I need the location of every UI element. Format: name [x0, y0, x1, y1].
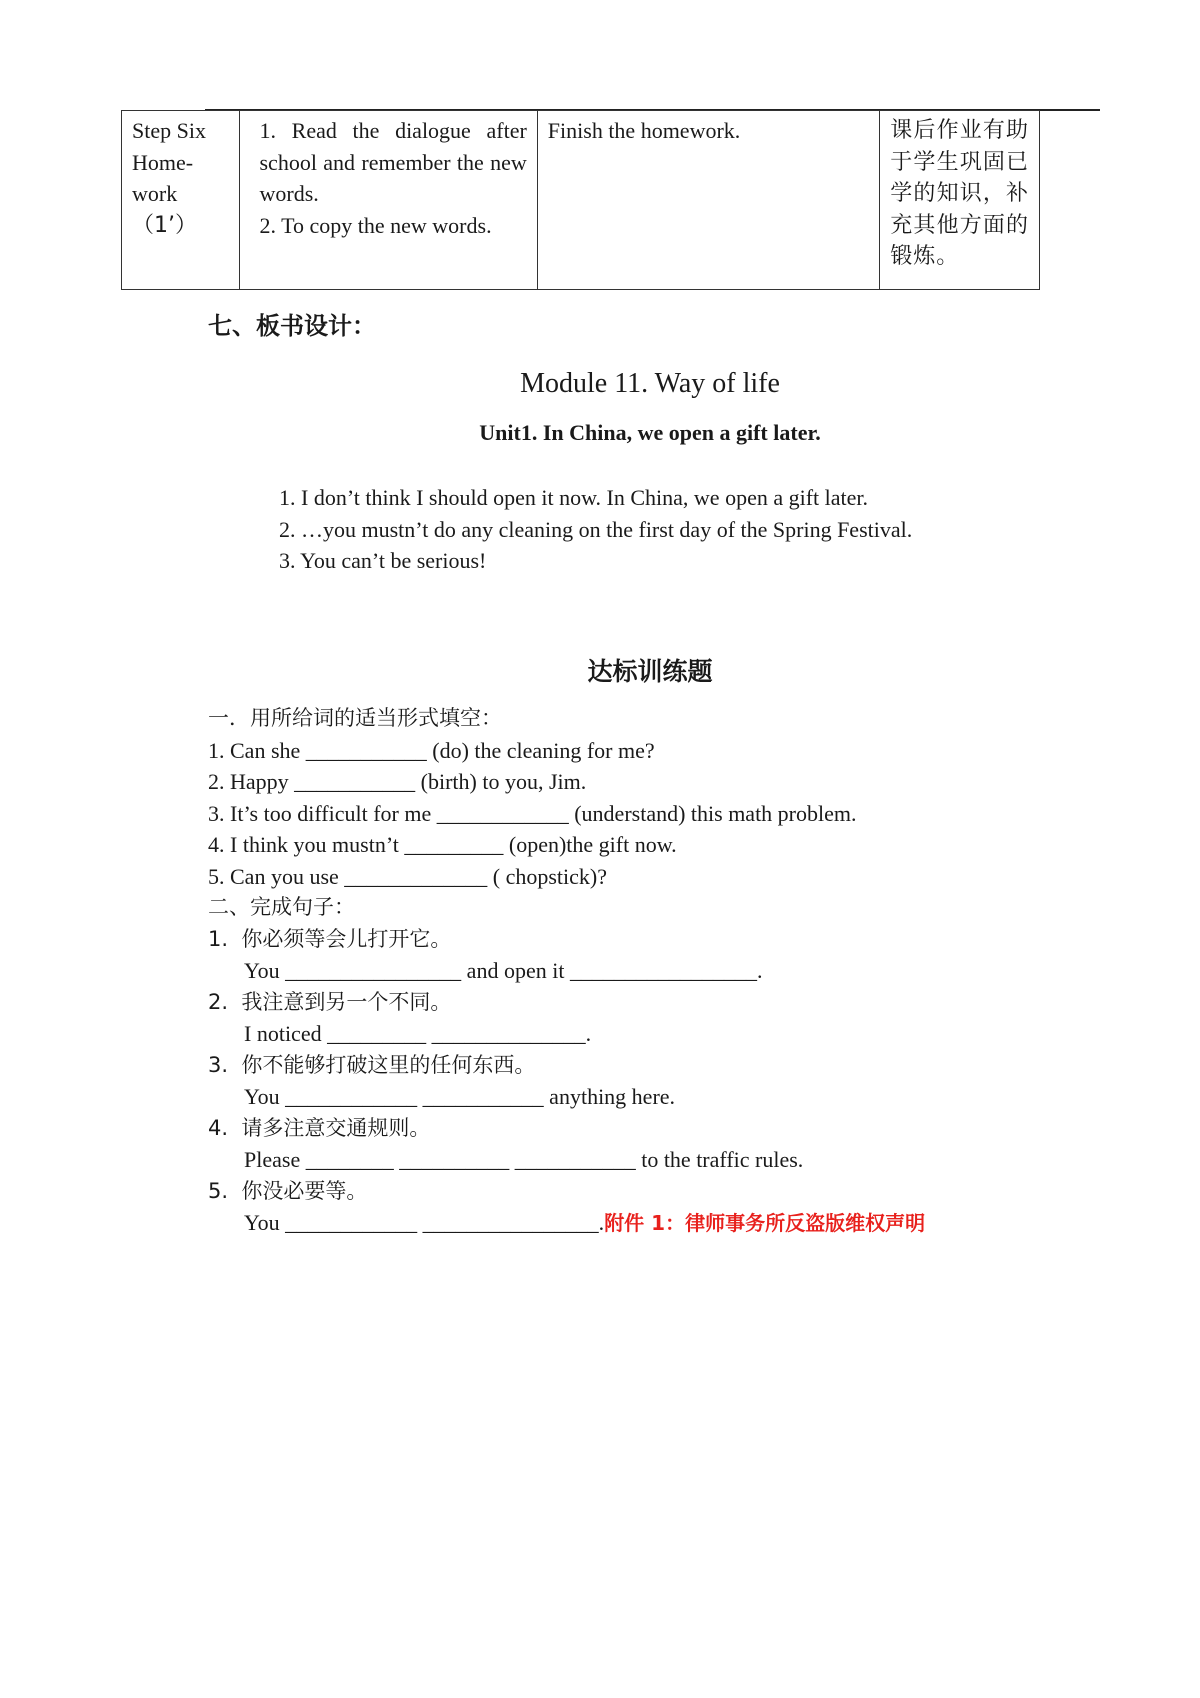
- exercise-title: 达标训练题: [587, 657, 713, 686]
- purpose-cell: 课后作业有助于学生巩固已学的知识，补充其他方面的锻炼。: [880, 111, 1040, 290]
- list-item: 2. Happy ___________ (birth) to you, Jim.: [208, 769, 587, 794]
- activities-cell: [239, 111, 537, 290]
- list-item: 3. It’s too difficult for me ____________ (understand) this math problem.: [208, 800, 857, 826]
- step-line: Step Six: [132, 118, 206, 143]
- list-item-cn: 5. 你没必要等。: [208, 1178, 368, 1203]
- step-line: Home-: [132, 149, 194, 175]
- student-activity-cell: Finish the homework.: [537, 111, 879, 290]
- activity-item: 2. To copy the new words.: [259, 212, 492, 238]
- list-item-en: Please ________ __________ ___________ to the traffic rules.: [244, 1147, 804, 1172]
- exercise-section: [208, 703, 1108, 1239]
- board-title: Module 11. Way of life: [520, 368, 780, 399]
- list-item: 1. I don’t think I should open it now. In China, we open a gift later.: [279, 485, 869, 510]
- list-item-en: I noticed _________ ______________.: [244, 1021, 592, 1046]
- board-design-heading: 七、板书设计：: [208, 312, 376, 340]
- list-item-cn: 4. 请多注意交通规则。: [208, 1115, 431, 1140]
- notice-text: 附件 1：律师事务所反盗版维权声明: [604, 1211, 926, 1235]
- step-cell: [122, 111, 240, 290]
- list-item: 3. You can’t be serious!: [279, 548, 487, 573]
- list-item: 4. I think you mustn’t _________ (open)the gift now.: [208, 832, 677, 857]
- table-row: [122, 111, 1040, 290]
- step-line: work: [132, 181, 178, 206]
- activity-item: 1. Read the dialogue after school and remember the new words.: [259, 118, 527, 206]
- list-item-en: You ____________ ___________ anything here.: [244, 1084, 676, 1109]
- list-item: 1. Can she ___________ (do) the cleaning for me?: [208, 737, 655, 763]
- list-item-cn: 2. 我注意到另一个不同。: [208, 989, 452, 1014]
- lesson-plan-table: [121, 110, 1040, 290]
- list-item: 2. …you mustn’t do any cleaning on the first day of the Spring Festival.: [279, 516, 913, 542]
- list-item-cn: 3. 你不能够打破这里的任何东西。: [208, 1052, 536, 1077]
- list-item-cn: 1. 你必须等会儿打开它。: [208, 926, 452, 951]
- step-time: （1’）: [132, 212, 197, 238]
- last-line: [208, 1207, 1108, 1239]
- list-item: 5. Can you use _____________ ( chopstick)?: [208, 863, 607, 889]
- list-item-en: You ________________ and open it _________________.: [244, 958, 763, 983]
- board-subtitle: Unit1. In China, we open a gift later.: [479, 420, 821, 445]
- board-list: [279, 482, 912, 577]
- list-item-en: You ____________ ________________.: [244, 1210, 605, 1235]
- part2-heading: 二、完成句子：: [208, 895, 355, 919]
- part1-heading: 一．用所给词的适当形式填空：: [208, 706, 502, 730]
